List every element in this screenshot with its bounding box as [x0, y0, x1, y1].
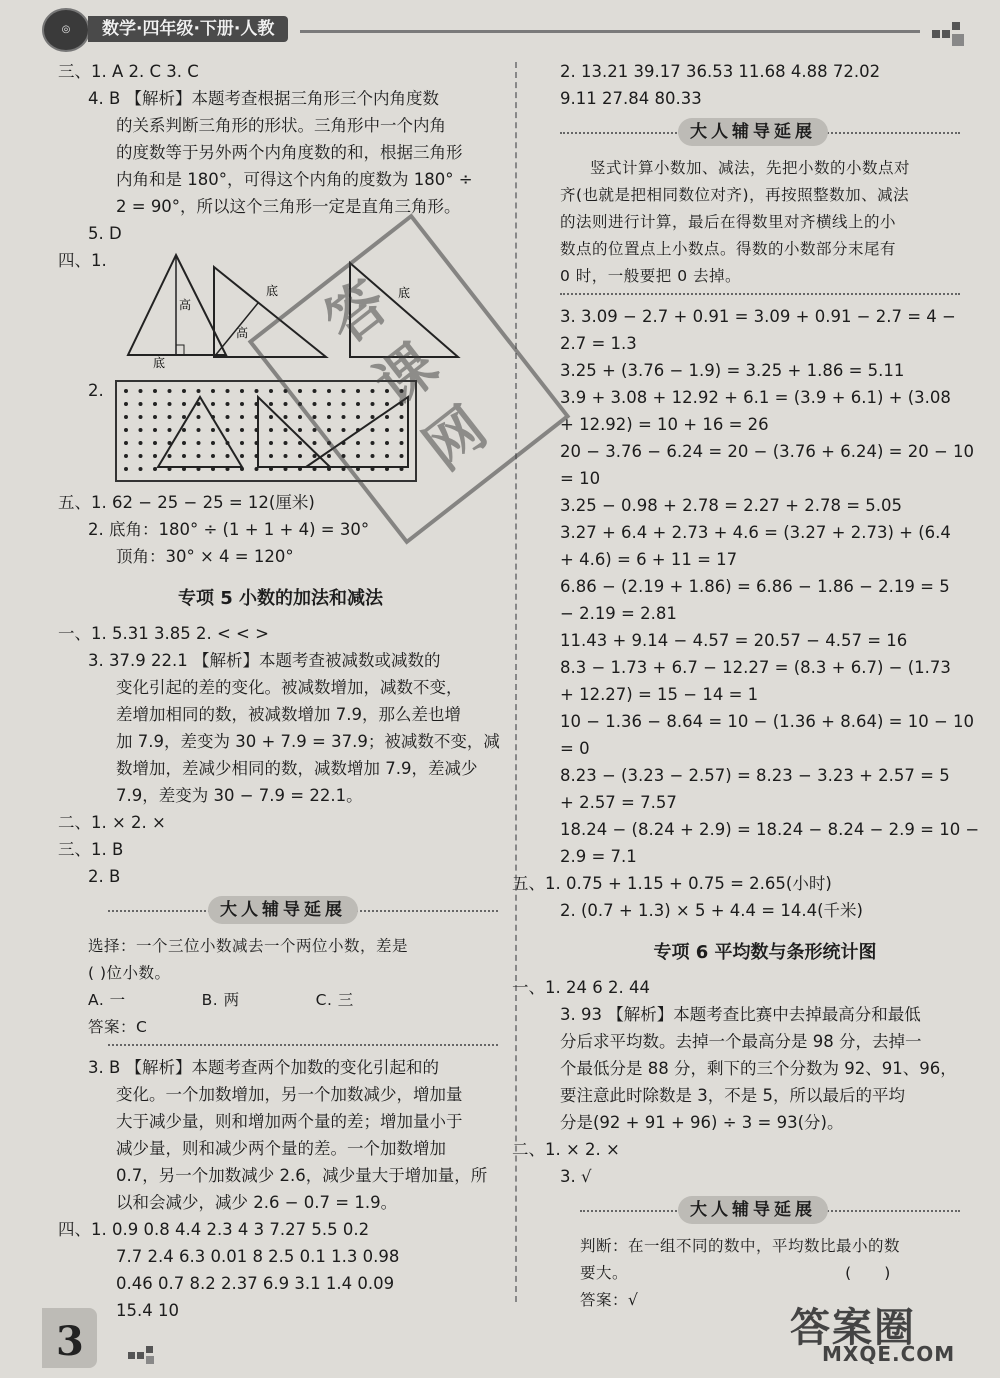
grid-dot — [153, 402, 157, 406]
extension-line: 齐(也就是把相同数位对齐)，再按照整数加、减法 — [560, 186, 910, 204]
grid-dot — [298, 441, 302, 445]
answer-line: 顶角：30° × 4 = 120° — [116, 547, 294, 566]
stamp-char: 课 — [362, 330, 450, 420]
extension-label: 大人辅导延展 — [678, 1196, 828, 1224]
answer-line: 的关系判断三角形的形状。三角形中一个内角 — [116, 116, 446, 135]
answer-line: 5. D — [88, 224, 122, 243]
fig-label-base: 底 — [266, 284, 279, 298]
grid-dot — [139, 428, 143, 432]
grid-dot — [153, 467, 157, 471]
calc-line: 3.25 − 0.98 + 2.78 = 2.27 + 2.78 = 5.05 — [560, 496, 903, 515]
grid-dot — [269, 441, 273, 445]
page-header — [0, 8, 1000, 48]
calc-line: = 10 — [560, 469, 601, 488]
grid-dot — [153, 441, 157, 445]
extension-header — [560, 116, 970, 150]
extension-body — [560, 154, 970, 289]
answer-line: 9.11 27.84 80.33 — [560, 89, 702, 108]
extension-line: 答案：C — [88, 1018, 148, 1036]
answer-line: 3. √ — [560, 1167, 592, 1186]
grid-dot — [313, 441, 317, 445]
fig-label-height: 高 — [179, 298, 192, 312]
calc-line: 3.27 + 6.4 + 2.73 + 4.6 = (3.27 + 2.73) + (6.4 — [560, 523, 951, 542]
extension-line: 数点的位置点上小数点。得数的小数部分末尾有 — [560, 240, 897, 258]
watermark-text: 答案圈 — [790, 1305, 916, 1351]
grid-dot — [284, 454, 288, 458]
footer-squares-icon — [128, 1346, 154, 1364]
extension-line: 的法则进行计算，最后在得数里对齐横线上的小 — [560, 213, 897, 231]
extension-label: 大人辅导延展 — [208, 896, 358, 924]
grid-dot — [226, 389, 230, 393]
answer-line: 分是(92 + 91 + 96) ÷ 3 = 93(分)。 — [560, 1113, 844, 1132]
extension-line: 选择：一个三位小数减去一个两位小数，差是 — [88, 937, 409, 955]
calc-line: 6.86 − (2.19 + 1.86) = 6.86 − 1.86 − 2.19 = 5 — [560, 577, 950, 596]
calc-line: − 2.19 = 2.81 — [560, 604, 677, 623]
watermark-url: MXQE.COM — [822, 1342, 956, 1366]
column-divider — [515, 62, 517, 1302]
grid-dot — [197, 454, 201, 458]
calc-line: = 0 — [560, 739, 590, 758]
grid-dot — [284, 428, 288, 432]
answer-line: 减少量，则和减少两个量的差。一个加数增加 — [116, 1139, 446, 1158]
answer-line: 3. 93 【解析】本题考查比赛中去掉最高分和最低 — [560, 1005, 921, 1024]
grid-dot — [153, 415, 157, 419]
calc-line: 2.9 = 7.1 — [560, 847, 637, 866]
publisher-logo: ◎ — [42, 8, 90, 52]
grid-dot — [124, 467, 128, 471]
grid-dot — [240, 415, 244, 419]
right-column — [512, 58, 980, 1313]
answer-line: 的度数等于另外两个内角度数的和，根据三角形 — [116, 143, 463, 162]
grid-dot — [269, 402, 273, 406]
extension-header — [58, 894, 503, 928]
grid-dot — [124, 428, 128, 432]
calc-line: + 12.27) = 15 − 14 = 1 — [560, 685, 759, 704]
header-title: 数学·四年级·下册·人教 — [88, 16, 288, 42]
answer-line: 个最低分是 88 分，剩下的三个分数为 92、91、96， — [560, 1059, 957, 1078]
grid-dot — [139, 441, 143, 445]
grid-dot — [211, 389, 215, 393]
grid-dot — [284, 441, 288, 445]
grid-dot — [182, 402, 186, 406]
grid-dot — [124, 389, 128, 393]
answer-line: 一、1. 24 6 2. 44 — [512, 978, 650, 997]
grid-dot — [298, 454, 302, 458]
answer-line: 3. B 【解析】本题考查两个加数的变化引起和的 — [88, 1058, 440, 1077]
stamp-char: 答 — [312, 267, 401, 357]
answer-line: 大于减少量，则和增加两个量的差；增加量小于 — [116, 1112, 463, 1131]
grid-dot — [182, 415, 186, 419]
grid-dot — [168, 415, 172, 419]
grid-dot — [226, 402, 230, 406]
grid-dot — [269, 389, 273, 393]
extension-footer — [560, 293, 960, 295]
grid-dot — [255, 389, 259, 393]
answer-line: 15.4 10 — [116, 1301, 179, 1320]
answer-line: 变化。一个加数增加，另一个加数减少，增加量 — [116, 1085, 463, 1104]
grid-dot — [298, 415, 302, 419]
fig-label-base: 底 — [398, 286, 411, 300]
grid-dot — [182, 441, 186, 445]
grid-dot — [226, 428, 230, 432]
grid-dot — [182, 454, 186, 458]
grid-dot — [269, 454, 273, 458]
grid-dot — [197, 415, 201, 419]
page-number: 3 — [56, 1318, 84, 1365]
calc-line: 18.24 − (8.24 + 2.9) = 18.24 − 8.24 − 2.9 = 10 − — [560, 820, 980, 839]
grid-dot — [226, 415, 230, 419]
grid-dot — [168, 402, 172, 406]
calc-line: 3.9 + 3.08 + 12.92 + 6.1 = (3.9 + 6.1) + (3.08 — [560, 388, 951, 407]
grid-dot — [240, 454, 244, 458]
answer-line: 分后求平均数。去掉一个最高分是 98 分，去掉一 — [560, 1032, 922, 1051]
answer-line: 三、1. B — [58, 840, 124, 859]
answer-line: 2 = 90°，所以这个三角形一定是直角三角形。 — [116, 197, 461, 216]
grid-dot — [240, 441, 244, 445]
answer-line: 0.7，另一个加数减少 2.6，减少量大于增加量，所 — [116, 1166, 488, 1185]
header-rule — [300, 30, 920, 33]
grid-dot — [182, 389, 186, 393]
calc-line: 五、1. 0.75 + 1.15 + 0.75 = 2.65(小时) — [512, 874, 832, 893]
grid-dot — [139, 454, 143, 458]
grid-dot — [269, 428, 273, 432]
grid-dot — [139, 402, 143, 406]
calc-line: + 2.57 = 7.57 — [560, 793, 677, 812]
question-label: 四、1. — [58, 251, 107, 270]
grid-dot — [240, 402, 244, 406]
calc-line: 8.3 − 1.73 + 6.7 − 12.27 = (8.3 + 6.7) − (1.73 — [560, 658, 951, 677]
grid-dot — [153, 454, 157, 458]
section-title: 专项 5 小数的加法和减法 — [177, 588, 384, 609]
extension-line: 竖式计算小数加、减法，先把小数的小数点对 — [590, 159, 911, 177]
grid-dot — [124, 441, 128, 445]
grid-dot — [240, 389, 244, 393]
calc-line: 8.23 − (3.23 − 2.57) = 8.23 − 3.23 + 2.57 = 5 — [560, 766, 950, 785]
grid-dot — [269, 415, 273, 419]
answer-line: 7.9，差变为 30 − 7.9 = 22.1。 — [116, 786, 363, 805]
answer-line: 三、1. A 2. C 3. C — [58, 62, 199, 81]
answer-line: 2. 13.21 39.17 36.53 11.68 4.88 72.02 — [560, 62, 881, 81]
grid-dot — [211, 428, 215, 432]
extension-footer — [108, 1044, 498, 1046]
answer-line: 4. B 【解析】本题考查根据三角形三个内角度数 — [88, 89, 440, 108]
answer-line: 数增加，差减少相同的数，减数增加 7.9，差减少 — [116, 759, 478, 778]
extension-line: 要大。 ( ) — [580, 1264, 891, 1282]
grid-dot — [153, 389, 157, 393]
grid-dot — [197, 428, 201, 432]
answer-line: 要注意此时除数是 3，不是 5，所以最后的平均 — [560, 1086, 905, 1105]
grid-dot — [139, 467, 143, 471]
answer-line: 3. 37.9 22.1 【解析】本题考查被减数或减数的 — [88, 651, 441, 670]
calc-line: 3.25 + (3.76 − 1.9) = 3.25 + 1.86 = 5.11 — [560, 361, 905, 380]
extension-line: ( )位小数。 — [88, 964, 171, 982]
extension-label: 大人辅导延展 — [678, 118, 828, 146]
extension-line: 0 时，一般要把 0 去掉。 — [560, 267, 742, 285]
calc-line: 20 − 3.76 − 6.24 = 20 − (3.76 + 6.24) = 20 − 10 — [560, 442, 975, 461]
calc-line: 2.7 = 1.3 — [560, 334, 637, 353]
answer-line: 以和会减少，减少 2.6 − 0.7 = 1.9。 — [116, 1193, 398, 1212]
answer-line: 2. B — [88, 867, 121, 886]
grid-dot — [197, 389, 201, 393]
extension-header — [560, 1194, 970, 1228]
grid-dot — [124, 402, 128, 406]
grid-dot — [168, 389, 172, 393]
calc-line: 2. (0.7 + 1.3) × 5 + 4.4 = 14.4(千米) — [560, 901, 863, 920]
grid-dot — [211, 402, 215, 406]
answer-line: 变化引起的差的变化。被减数增加，减数不变， — [116, 678, 463, 697]
grid-dot — [139, 389, 143, 393]
answer-line: 一、1. 5.31 3.85 2. < < > — [58, 624, 269, 643]
grid-dot — [124, 415, 128, 419]
answer-line: 加 7.9，差变为 30 + 7.9 = 37.9；被减数不变，减 — [116, 732, 500, 751]
extension-line: 答案：√ — [580, 1291, 639, 1309]
answer-line: 二、1. × 2. × — [58, 813, 166, 832]
extension-line: A. 一 B. 两 C. 三 — [88, 991, 354, 1009]
grid-dot — [284, 415, 288, 419]
grid-dot — [298, 428, 302, 432]
question-label: 2. — [88, 381, 104, 400]
grid-dot — [168, 454, 172, 458]
calc-line: 3. 3.09 − 2.7 + 0.91 = 3.09 + 0.91 − 2.7 = 4 − — [560, 307, 956, 326]
fig-label-height: 高 — [236, 326, 249, 340]
fig-label-base: 底 — [153, 356, 166, 370]
extension-line: 判断：在一组不同的数中，平均数比最小的数 — [580, 1237, 901, 1255]
extension-body — [58, 932, 503, 1040]
corner-squares-icon — [932, 22, 966, 46]
calc-line: 10 − 1.36 − 8.64 = 10 − (1.36 + 8.64) = 10 − 10 — [560, 712, 975, 731]
grid-dot — [211, 441, 215, 445]
answer-line: 差增加相同的数，被减数增加 7.9，那么差也增 — [116, 705, 461, 724]
section-title: 专项 6 平均数与条形统计图 — [653, 942, 877, 963]
answer-line: 五、1. 62 − 25 − 25 = 12(厘米) — [58, 493, 315, 512]
answer-line: 四、1. 0.9 0.8 4.4 2.3 4 3 7.27 5.5 0.2 — [58, 1220, 370, 1239]
answer-line: 2. 底角：180° ÷ (1 + 1 + 4) = 30° — [88, 520, 370, 539]
answer-line: 0.46 0.7 8.2 2.37 6.9 3.1 1.4 0.09 — [116, 1274, 395, 1293]
grid-dot — [211, 454, 215, 458]
watermark — [760, 1296, 980, 1366]
grid-dot — [168, 428, 172, 432]
calc-line: + 4.6) = 6 + 11 = 17 — [560, 550, 738, 569]
grid-dot — [124, 454, 128, 458]
grid-dot — [226, 454, 230, 458]
answer-line: 内角和是 180°，可得这个内角的度数为 180° ÷ — [116, 170, 473, 189]
grid-dot — [284, 402, 288, 406]
grid-dot — [153, 428, 157, 432]
stamp-char: 网 — [411, 393, 499, 483]
grid-dot — [240, 428, 244, 432]
answer-line: 二、1. × 2. × — [512, 1140, 620, 1159]
answer-line: 7.7 2.4 6.3 0.01 8 2.5 0.1 1.3 0.98 — [116, 1247, 400, 1266]
grid-dot — [182, 428, 186, 432]
calc-line: 11.43 + 9.14 − 4.57 = 20.57 − 4.57 = 16 — [560, 631, 908, 650]
calc-line: + 12.92) = 10 + 16 = 26 — [560, 415, 769, 434]
grid-dot — [139, 415, 143, 419]
grid-dot — [197, 441, 201, 445]
grid-dot — [327, 454, 331, 458]
